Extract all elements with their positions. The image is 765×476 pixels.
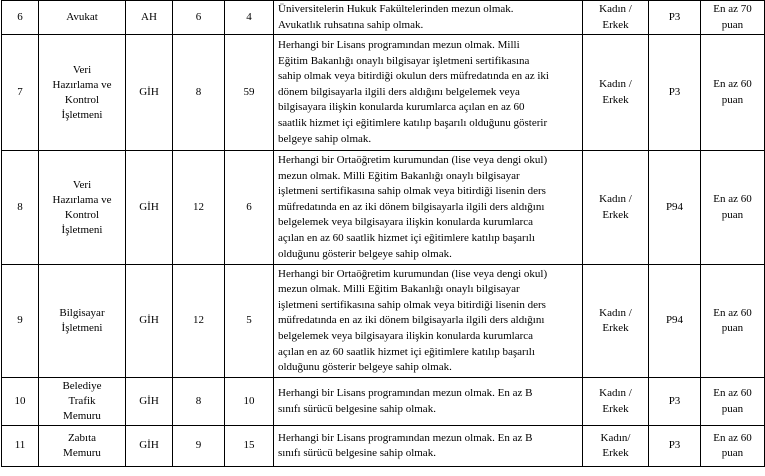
table-row <box>2 1 765 35</box>
cell-requirements: Herhangi bir Lisans programından mezun olmak. Milli Eğitim Bakanlığı onaylı bilgisayar işletmeni sertifikasına sahip olmak veya bitirdiği okulun ders müfredatında en az iki dönem bilgisayarla ilgili ders aldığını belgelemek veya bilgisayara ilişkin konularda kurumlarca açılan en az 60 saatlik hizmet içi eğitimlere katılıp başarılı olduğunu gösterir belgeye sahip olmak. <box>274 35 583 151</box>
cell-service-class: GİH <box>126 151 173 265</box>
cell-grade: 8 <box>173 35 225 151</box>
cell-min-score: En az 60 puan <box>701 265 765 378</box>
cell-requirements: Üniversitelerin Hukuk Fakültelerinden mezun olmak. Avukatlık ruhsatına sahip olmak. <box>274 1 583 35</box>
cell-grade: 9 <box>173 426 225 467</box>
cell-position-count: 10 <box>225 378 274 426</box>
cell-min-score: En az 60 puan <box>701 426 765 467</box>
cell-position-title: Veri Hazırlama ve Kontrol İşletmeni <box>39 35 126 151</box>
cell-kpss-type: P3 <box>649 426 701 467</box>
cell-requirements: Herhangi bir Lisans programından mezun olmak. En az B sınıfı sürücü belgesine sahip olmak. <box>274 378 583 426</box>
table-row <box>2 151 765 265</box>
cell-kpss-type: P94 <box>649 151 701 265</box>
cell-position-title: Zabıta Memuru <box>39 426 126 467</box>
table-row <box>2 426 765 467</box>
cell-position-count: 6 <box>225 151 274 265</box>
cell-position-title: Belediye Trafik Memuru <box>39 378 126 426</box>
cell-service-class: GİH <box>126 265 173 378</box>
positions-table <box>1 0 765 467</box>
cell-grade: 6 <box>173 1 225 35</box>
cell-requirements: Herhangi bir Lisans programından mezun olmak. En az B sınıfı sürücü belgesine sahip olmak. <box>274 426 583 467</box>
cell-position-title: Veri Hazırlama ve Kontrol İşletmeni <box>39 151 126 265</box>
cell-min-score: En az 60 puan <box>701 35 765 151</box>
cell-row-number: 9 <box>2 265 39 378</box>
cell-gender: Kadın/ Erkek <box>583 426 649 467</box>
cell-position-count: 4 <box>225 1 274 35</box>
cell-row-number: 10 <box>2 378 39 426</box>
cell-requirements: Herhangi bir Ortaöğretim kurumundan (lise veya dengi okul) mezun olmak. Milli Eğitim Bakanlığı onaylı bilgisayar işletmeni sertifikasına sahip olmak veya bitirdiği lisenin ders müfredatında en az iki dönem bilgisayarla ilgili ders aldığını belgelemek veya bilgisayara ilişkin konularda kurumlarca açılan en az 60 saatlik hizmet içi eğitimlere katılıp başarılı olduğunu gösterir belgeye sahip olmak. <box>274 151 583 265</box>
cell-min-score: En az 60 puan <box>701 378 765 426</box>
cell-requirements: Herhangi bir Ortaöğretim kurumundan (lise veya dengi okul) mezun olmak. Milli Eğitim Bakanlığı onaylı bilgisayar işletmeni sertifikasına sahip olmak veya bitirdiği lisenin ders müfredatında en az iki dönem bilgisayarla ilgili ders aldığını belgelemek veya bilgisayara ilişkin konularda kurumlarca açılan en az 60 saatlik hizmet içi eğitimlere katılıp başarılı olduğunu gösterir belgeye sahip olmak. <box>274 265 583 378</box>
cell-kpss-type: P94 <box>649 265 701 378</box>
cell-position-count: 15 <box>225 426 274 467</box>
cell-kpss-type: P3 <box>649 378 701 426</box>
cell-position-count: 5 <box>225 265 274 378</box>
cell-kpss-type: P3 <box>649 1 701 35</box>
cell-gender: Kadın / Erkek <box>583 35 649 151</box>
table-row <box>2 35 765 151</box>
cell-gender: Kadın / Erkek <box>583 151 649 265</box>
cell-position-title: Bilgisayar İşletmeni <box>39 265 126 378</box>
cell-service-class: GİH <box>126 378 173 426</box>
cell-gender: Kadın / Erkek <box>583 265 649 378</box>
cell-gender: Kadın / Erkek <box>583 1 649 35</box>
cell-position-count: 59 <box>225 35 274 151</box>
table-body <box>2 1 765 467</box>
cell-row-number: 8 <box>2 151 39 265</box>
cell-position-title: Avukat <box>39 1 126 35</box>
cell-service-class: GİH <box>126 35 173 151</box>
cell-grade: 12 <box>173 265 225 378</box>
cell-kpss-type: P3 <box>649 35 701 151</box>
cell-min-score: En az 70 puan <box>701 1 765 35</box>
cell-service-class: AH <box>126 1 173 35</box>
cell-grade: 8 <box>173 378 225 426</box>
cell-gender: Kadın / Erkek <box>583 378 649 426</box>
cell-row-number: 7 <box>2 35 39 151</box>
cell-service-class: GİH <box>126 426 173 467</box>
table-row <box>2 265 765 378</box>
table-row <box>2 378 765 426</box>
cell-row-number: 6 <box>2 1 39 35</box>
cell-grade: 12 <box>173 151 225 265</box>
cell-min-score: En az 60 puan <box>701 151 765 265</box>
cell-row-number: 11 <box>2 426 39 467</box>
